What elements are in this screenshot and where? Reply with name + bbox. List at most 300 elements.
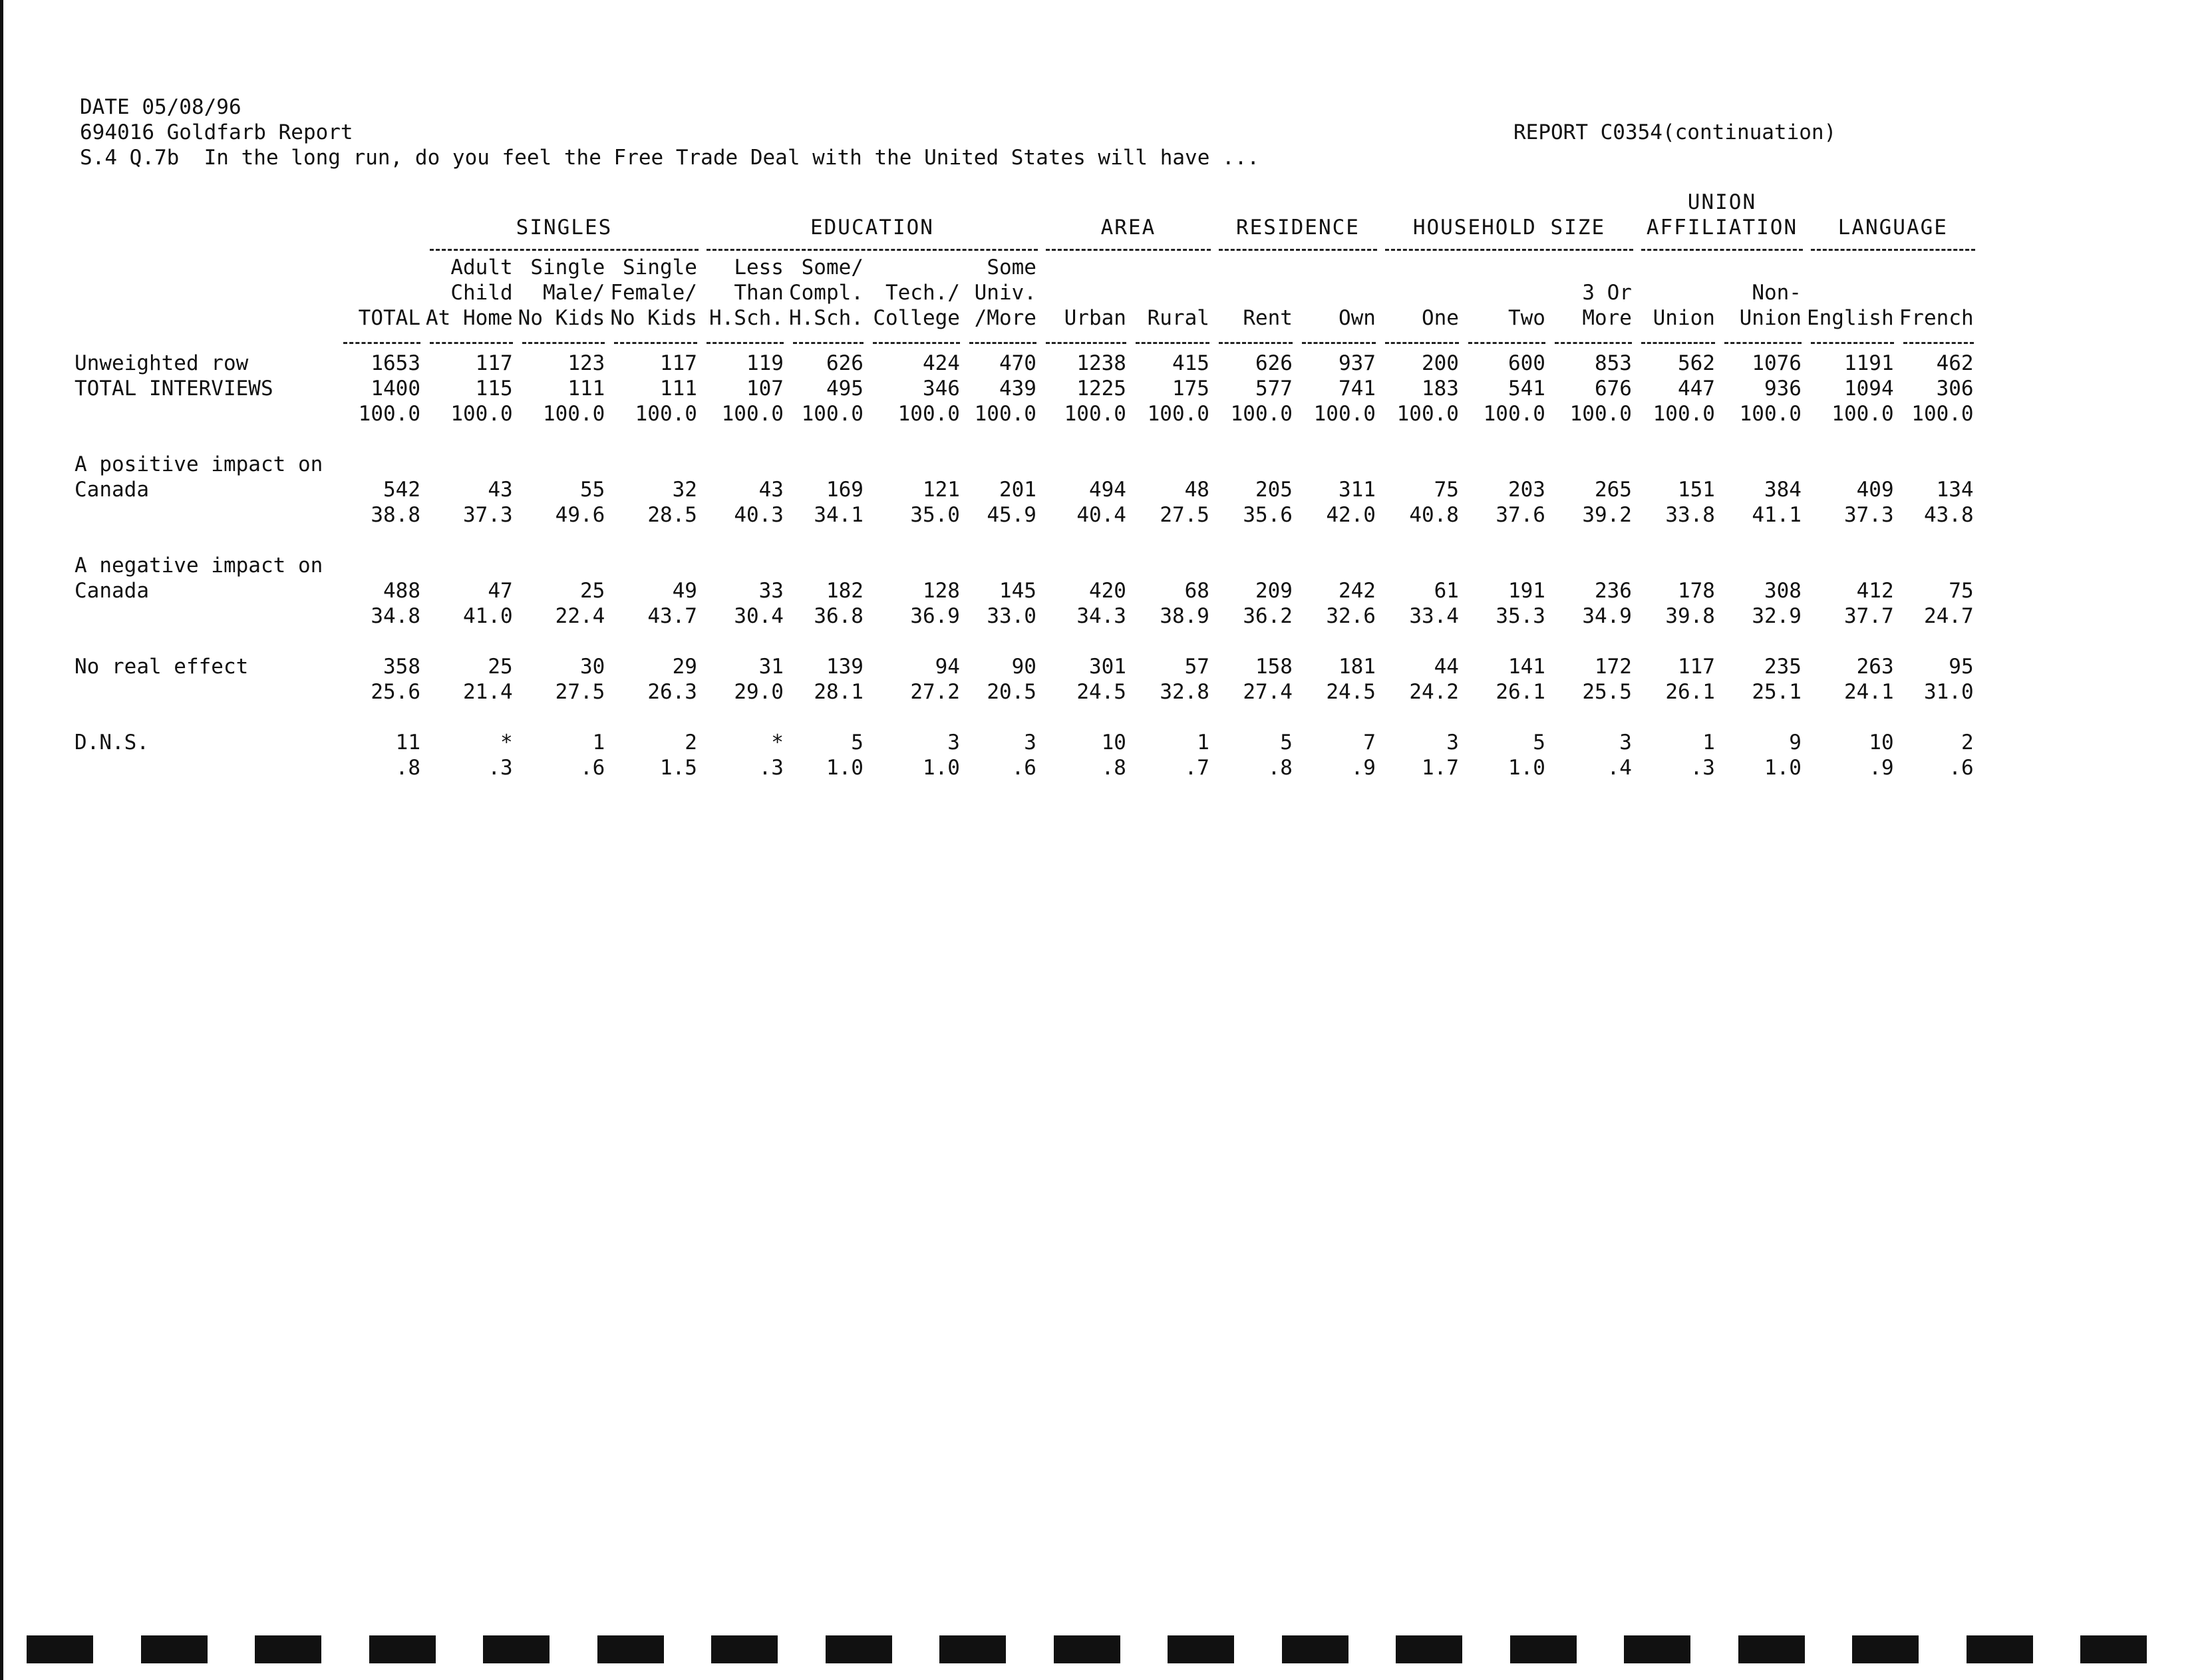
column-header-line: Non- [1752, 281, 1802, 305]
table-cell: 1.0 [1507, 756, 1545, 780]
table-cell: 117 [475, 351, 513, 375]
column-header [1720, 255, 1807, 331]
row-label: TOTAL INTERVIEWS [75, 377, 273, 401]
table-cell: 494 [1088, 478, 1126, 502]
table-cell: 145 [999, 579, 1036, 603]
table-cell: 37.6 [1496, 503, 1545, 527]
table-cell: 33.4 [1409, 604, 1459, 628]
table-cell: 37.3 [1843, 503, 1894, 527]
table-cell: 311 [1338, 478, 1376, 502]
data-row [75, 755, 1979, 780]
table-cell: 1238 [1076, 351, 1126, 375]
column-underline [965, 331, 1042, 348]
table-cell: 1 [1197, 731, 1209, 755]
table-cell: 236 [1594, 579, 1632, 603]
data-row [75, 553, 1979, 578]
table-cell [1720, 452, 1807, 477]
column-header-line: Female/ [610, 281, 697, 305]
table-cell: 100.0 [1230, 402, 1293, 426]
column-header [1042, 255, 1132, 331]
feed-mark [939, 1635, 1006, 1663]
table-cell: 100.0 [721, 402, 784, 426]
column-underline [1042, 331, 1132, 348]
table-cell: 31.0 [1923, 680, 1974, 704]
table-cell: 33.8 [1665, 503, 1715, 527]
group-underline [1807, 240, 1979, 255]
feed-mark [711, 1635, 778, 1663]
table-cell: 169 [826, 478, 864, 502]
table-cell [518, 452, 611, 477]
table-cell: 37.7 [1843, 604, 1894, 628]
table-cell: 100.0 [450, 402, 513, 426]
table-cell: 100.0 [1831, 402, 1894, 426]
table-cell: 40.3 [734, 503, 784, 527]
column-header-row [75, 255, 1979, 331]
table-cell: 182 [826, 579, 864, 603]
table-cell: 43 [488, 478, 513, 502]
column-header-line: Less [734, 255, 784, 279]
table-cell: 384 [1764, 478, 1802, 502]
table-cell: 100.0 [801, 402, 864, 426]
group-singles: SINGLES [516, 216, 613, 240]
table-cell [339, 452, 426, 477]
column-underline [789, 331, 869, 348]
table-cell: 36.9 [910, 604, 960, 628]
table-cell: 30.4 [734, 604, 784, 628]
column-header-line: At Home [426, 306, 513, 330]
column-underline [339, 331, 426, 348]
table-cell: 24.5 [1326, 680, 1376, 704]
column-header [1215, 255, 1298, 331]
table-cell: 24.7 [1923, 604, 1974, 628]
group-union-line2: AFFILIATION [1646, 216, 1798, 240]
table-cell: 462 [1936, 351, 1974, 375]
table-cell: 181 [1338, 655, 1376, 679]
row-label [75, 401, 339, 426]
table-cell: 27.5 [555, 680, 605, 704]
table-cell: .8 [1101, 756, 1126, 780]
row-label: D.N.S. [75, 731, 149, 755]
feed-mark [1054, 1635, 1120, 1663]
column-header-line: Union [1653, 306, 1715, 330]
table-cell: 600 [1507, 351, 1545, 375]
table-cell: 100.0 [1064, 402, 1126, 426]
column-header [1298, 255, 1381, 331]
group-residence: RESIDENCE [1235, 216, 1360, 240]
table-cell: 420 [1088, 579, 1126, 603]
table-cell: 447 [1677, 377, 1715, 401]
table-cell: 41.0 [463, 604, 513, 628]
table-cell: 200 [1421, 351, 1459, 375]
table-cell: 424 [922, 351, 960, 375]
report-name: 694016 Goldfarb Report [80, 120, 353, 144]
table-cell: 34.3 [1076, 604, 1126, 628]
table-cell: 119 [746, 351, 784, 375]
group-header-row [75, 190, 1979, 240]
table-cell: 1.0 [922, 756, 960, 780]
group-household-size: HOUSEHOLD SIZE [1412, 216, 1606, 240]
group-language: LANGUAGE [1837, 216, 1948, 240]
table-cell [703, 553, 789, 578]
row-label: A positive impact on [75, 452, 323, 476]
table-cell: 25.5 [1582, 680, 1632, 704]
table-cell: 75 [1949, 579, 1974, 603]
table-cell: 1076 [1752, 351, 1802, 375]
table-cell [1807, 452, 1899, 477]
table-cell: 151 [1677, 478, 1715, 502]
table-cell: 35.6 [1243, 503, 1293, 527]
column-header-line: Two [1507, 306, 1545, 330]
feed-mark [597, 1635, 664, 1663]
data-row [75, 679, 1979, 705]
table-cell: 100.0 [358, 402, 420, 426]
table-cell: 43 [758, 478, 784, 502]
table-cell: 49.6 [555, 503, 605, 527]
data-row [75, 502, 1979, 528]
column-header [869, 255, 965, 331]
row-label: Canada [75, 478, 149, 502]
feed-mark [141, 1635, 208, 1663]
table-cell: 28.5 [647, 503, 697, 527]
table-cell: 542 [383, 478, 420, 502]
table-cell: 3 [1446, 731, 1459, 755]
table-cell: 22.4 [555, 604, 605, 628]
column-header-line: English [1806, 306, 1894, 330]
column-underline [1720, 331, 1807, 348]
column-header-line: Univ. [974, 281, 1036, 305]
column-header-line: Tech./ [885, 281, 960, 305]
table-cell: 100.0 [1569, 402, 1632, 426]
table-cell: .4 [1607, 756, 1632, 780]
table-cell [1899, 452, 1979, 477]
table-cell: 30 [579, 655, 605, 679]
column-header-line: H.Sch. [788, 306, 864, 330]
table-cell: 100.0 [635, 402, 697, 426]
table-cell: 1 [592, 731, 605, 755]
table-cell [1637, 452, 1720, 477]
feed-mark [1852, 1635, 1919, 1663]
table-cell: 29 [672, 655, 697, 679]
column-header-line: 3 Or [1582, 281, 1632, 305]
column-underline [1899, 331, 1979, 348]
table-cell: 1.0 [1764, 756, 1802, 780]
table-cell: 100.0 [1396, 402, 1459, 426]
group-union-affiliation [1637, 190, 1807, 240]
table-cell [610, 553, 703, 578]
column-header-line: Urban [1064, 306, 1126, 330]
column-underline-row [75, 331, 1979, 348]
table-cell [426, 452, 518, 477]
table-cell: 49 [672, 579, 697, 603]
table-cell [789, 553, 869, 578]
table-cell: 100.0 [1653, 402, 1715, 426]
table-cell [1551, 553, 1637, 578]
table-cell: 5 [1280, 731, 1293, 755]
feed-mark [483, 1635, 550, 1663]
table-cell: 95 [1949, 655, 1974, 679]
table-cell [965, 553, 1042, 578]
feed-mark [2080, 1635, 2147, 1663]
table-cell: 47 [488, 579, 513, 603]
column-header [518, 255, 611, 331]
table-cell: 358 [383, 655, 420, 679]
table-cell: 577 [1255, 377, 1293, 401]
data-row [75, 477, 1979, 502]
column-header-line: /More [974, 306, 1036, 330]
table-cell: 20.5 [987, 680, 1036, 704]
table-cell: 562 [1677, 351, 1715, 375]
column-underline [426, 331, 518, 348]
table-cell: 1400 [371, 377, 420, 401]
table-cell: 10 [1101, 731, 1126, 755]
table-cell: 111 [567, 377, 605, 401]
report-id: REPORT C0354(continuation) [1513, 120, 1837, 144]
table-cell: 25.6 [371, 680, 420, 704]
table-cell: 676 [1594, 377, 1632, 401]
column-underline [1215, 331, 1298, 348]
table-cell: 43.8 [1923, 503, 1974, 527]
table-cell: 100.0 [1147, 402, 1209, 426]
data-row [75, 654, 1979, 679]
column-underline [1807, 331, 1899, 348]
feed-mark [1738, 1635, 1805, 1663]
feed-mark [1624, 1635, 1690, 1663]
column-header-line: Union [1739, 306, 1802, 330]
table-cell: 263 [1856, 655, 1894, 679]
table-cell: 242 [1338, 579, 1376, 603]
table-cell: 24.2 [1409, 680, 1459, 704]
table-cell: .9 [1350, 756, 1376, 780]
table-cell [1464, 452, 1551, 477]
row-label [75, 603, 339, 629]
table-cell: 3 [1024, 731, 1036, 755]
row-label: A negative impact on [75, 554, 323, 578]
table-cell [1042, 553, 1132, 578]
data-row [75, 578, 1979, 603]
table-cell: 117 [1677, 655, 1715, 679]
spacer-row [75, 705, 1979, 730]
table-cell: 306 [1936, 377, 1974, 401]
table-cell: 2 [685, 731, 697, 755]
table-cell: 45.9 [987, 503, 1036, 527]
column-underline [610, 331, 703, 348]
table-cell: 301 [1088, 655, 1126, 679]
table-cell: 32.9 [1752, 604, 1802, 628]
table-cell: .3 [758, 756, 784, 780]
row-label: Unweighted row [75, 351, 249, 375]
column-header [426, 255, 518, 331]
table-cell: 128 [922, 579, 960, 603]
column-header-line: Than [734, 281, 784, 305]
table-cell: 100.0 [1483, 402, 1545, 426]
table-cell: 308 [1764, 579, 1802, 603]
table-cell: 1191 [1843, 351, 1894, 375]
table-cell: 44 [1434, 655, 1459, 679]
table-cell: 158 [1255, 655, 1293, 679]
table-cell: 43.7 [647, 604, 697, 628]
column-header-line: Some/ [801, 255, 864, 279]
table-cell: 5 [851, 731, 864, 755]
table-cell: 117 [659, 351, 697, 375]
table-cell: 1.7 [1421, 756, 1459, 780]
table-cell: 626 [1255, 351, 1293, 375]
feed-mark [255, 1635, 321, 1663]
table-cell: 439 [999, 377, 1036, 401]
column-header-line: No Kids [518, 306, 605, 330]
table-cell: 24.1 [1843, 680, 1894, 704]
table-cell: 34.8 [371, 604, 420, 628]
table-cell: 55 [579, 478, 605, 502]
feed-mark [1168, 1635, 1234, 1663]
table-cell [789, 452, 869, 477]
table-cell: 936 [1764, 377, 1802, 401]
column-header-line: H.Sch. [709, 306, 784, 330]
table-cell: 488 [383, 579, 420, 603]
table-cell: 265 [1594, 478, 1632, 502]
table-cell: 75 [1434, 478, 1459, 502]
row-label: Canada [75, 579, 149, 603]
report-date: DATE 05/08/96 [80, 95, 241, 119]
table-cell: 541 [1507, 377, 1545, 401]
table-cell: 48 [1184, 478, 1209, 502]
group-underline [426, 240, 703, 255]
table-cell [703, 452, 789, 477]
table-cell: 201 [999, 478, 1036, 502]
table-cell: 183 [1421, 377, 1459, 401]
table-cell: * [771, 731, 784, 755]
feed-mark [1967, 1635, 2033, 1663]
data-row [75, 730, 1979, 755]
data-row [75, 452, 1979, 477]
column-header [703, 255, 789, 331]
table-cell [1132, 553, 1215, 578]
crosstab-table [75, 190, 1979, 780]
table-cell: 26.3 [647, 680, 697, 704]
column-header-line: Own [1338, 306, 1376, 330]
table-cell [1551, 452, 1637, 477]
column-header-line: Adult [450, 255, 513, 279]
group-underline [1381, 240, 1637, 255]
table-cell [1298, 553, 1381, 578]
table-cell: 41.1 [1752, 503, 1802, 527]
table-cell: 40.8 [1409, 503, 1459, 527]
table-cell: 853 [1594, 351, 1632, 375]
table-cell [1381, 452, 1464, 477]
table-cell [1637, 553, 1720, 578]
column-header-line: No Kids [610, 306, 697, 330]
table-cell [518, 553, 611, 578]
table-cell: 32.8 [1160, 680, 1209, 704]
column-underline [1551, 331, 1637, 348]
table-cell: 68 [1184, 579, 1209, 603]
table-cell: 100.0 [1911, 402, 1974, 426]
column-header-line: Compl. [788, 281, 864, 305]
column-underline [703, 331, 789, 348]
table-cell: 203 [1507, 478, 1545, 502]
data-row [75, 351, 1979, 376]
table-cell: 412 [1856, 579, 1894, 603]
table-cell: 100.0 [1739, 402, 1802, 426]
table-cell: 100.0 [897, 402, 960, 426]
feed-mark [1396, 1635, 1462, 1663]
table-cell: 26.1 [1496, 680, 1545, 704]
table-cell [1899, 553, 1979, 578]
table-cell [1215, 553, 1298, 578]
table-cell: 33 [758, 579, 784, 603]
table-cell: 94 [935, 655, 960, 679]
table-cell: 5 [1533, 731, 1545, 755]
table-cell [1381, 553, 1464, 578]
column-header-line: Some [987, 255, 1036, 279]
table-cell: 172 [1594, 655, 1632, 679]
table-cell: 1.5 [659, 756, 697, 780]
column-header [339, 255, 426, 331]
table-cell: 38.9 [1160, 604, 1209, 628]
table-cell: .3 [1690, 756, 1715, 780]
table-cell: 29.0 [734, 680, 784, 704]
table-cell: 741 [1338, 377, 1376, 401]
page-left-edge [0, 0, 3, 1680]
table-cell: 1 [1702, 731, 1715, 755]
table-cell: 21.4 [463, 680, 513, 704]
column-header-line: Single [530, 255, 605, 279]
row-label [75, 502, 339, 528]
table-cell [869, 452, 965, 477]
column-header-line: Child [450, 281, 513, 305]
column-header-line: Rent [1243, 306, 1293, 330]
table-cell [869, 553, 965, 578]
spacer-row [75, 528, 1979, 553]
table-cell: 24.5 [1076, 680, 1126, 704]
table-cell: .3 [488, 756, 513, 780]
table-cell: 26.1 [1665, 680, 1715, 704]
table-cell: .7 [1184, 756, 1209, 780]
table-cell [1720, 553, 1807, 578]
table-cell: 9 [1789, 731, 1802, 755]
column-header [1132, 255, 1215, 331]
feed-mark [27, 1635, 93, 1663]
table-cell: .6 [1011, 756, 1036, 780]
table-cell: 1225 [1076, 377, 1126, 401]
table-cell: 205 [1255, 478, 1293, 502]
table-cell [1464, 553, 1551, 578]
table-cell: 3 [1619, 731, 1632, 755]
column-header-line: French [1899, 306, 1974, 330]
table-cell: 7 [1363, 731, 1376, 755]
table-cell: 34.9 [1582, 604, 1632, 628]
table-cell: 178 [1677, 579, 1715, 603]
table-cell: 100.0 [542, 402, 605, 426]
table-cell: 626 [826, 351, 864, 375]
table-cell [965, 452, 1042, 477]
group-area: AREA [1100, 216, 1156, 240]
table-cell: 346 [922, 377, 960, 401]
question-text: S.4 Q.7b In the long run, do you feel the Free Trade Deal with the United States will have ... [80, 146, 1260, 170]
row-label [75, 755, 339, 780]
table-cell: 25.1 [1752, 680, 1802, 704]
table-cell: 209 [1255, 579, 1293, 603]
table-cell: 28.1 [814, 680, 864, 704]
table-cell: 36.2 [1243, 604, 1293, 628]
data-row [75, 603, 1979, 629]
group-underline [703, 240, 1042, 255]
table-cell: 123 [567, 351, 605, 375]
table-cell: 27.5 [1160, 503, 1209, 527]
table-cell [339, 553, 426, 578]
table-cell: 25 [488, 655, 513, 679]
table-cell: 409 [1856, 478, 1894, 502]
table-cell: 42.0 [1326, 503, 1376, 527]
